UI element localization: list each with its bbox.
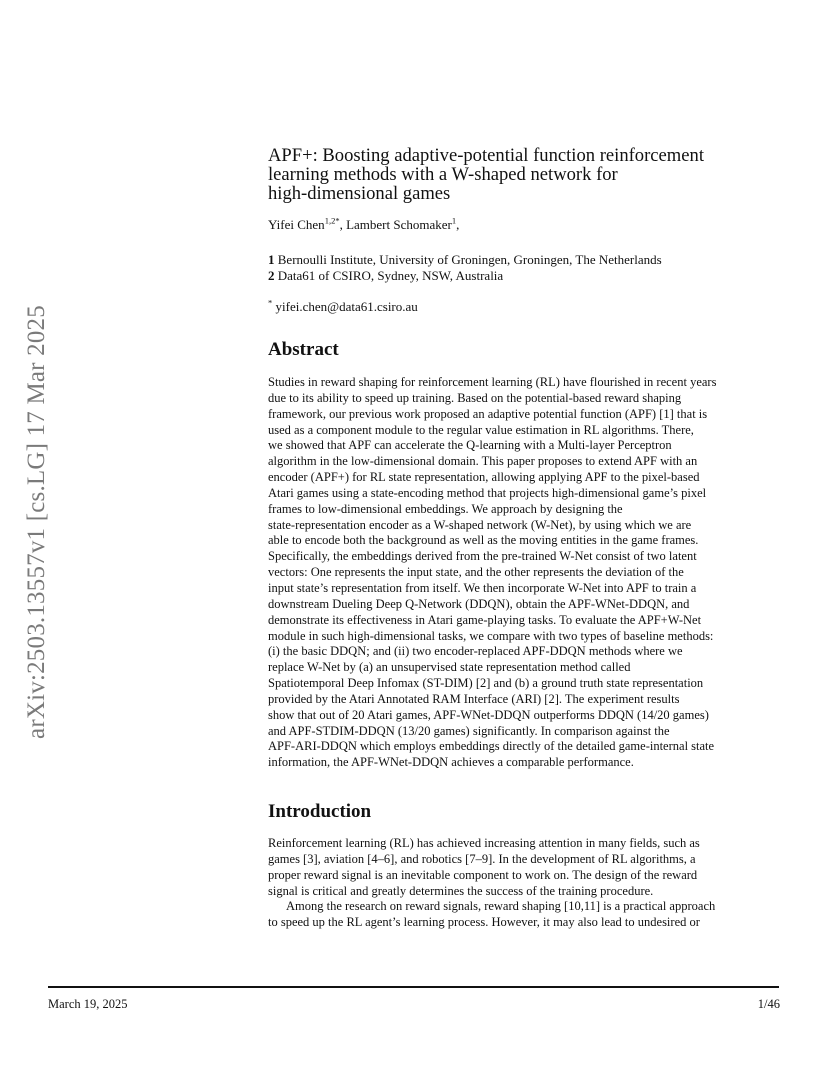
- text-line: encoder (APF+) for RL state representation, allowing applying APF to the pixel-based: [268, 470, 700, 485]
- author-trailing: ,: [456, 217, 460, 232]
- text-line: Specifically, the embeddings derived from the pre-trained W-Net consist of two latent: [268, 549, 697, 564]
- introduction-heading: Introduction: [268, 801, 372, 822]
- author-superscript: 1,2*: [324, 215, 340, 226]
- text-line: used as a component module to the regular value estimation in RL algorithms. There,: [268, 422, 694, 437]
- text-line: input state’s representation from itself. We then incorporate W-Net into APF to train a: [268, 580, 697, 595]
- text-line: show that out of 20 Atari games, APF-WNet-DDQN outperforms DDQN (14/20 games): [268, 707, 709, 722]
- affiliation-2: [268, 268, 503, 284]
- introduction-body: [268, 836, 780, 931]
- text-line: Reinforcement learning (RL) has achieved increasing attention in many fields, such as: [268, 836, 700, 850]
- affiliation-1: [268, 252, 662, 268]
- text-line: due to its ability to speed up training. Based on the potential-based reward shaping: [268, 390, 682, 405]
- author-name: Yifei Chen: [268, 217, 325, 232]
- title-line: APF+: Boosting adaptive-potential function reinforcement: [268, 145, 704, 166]
- affiliation-number: 2: [268, 268, 275, 283]
- text-line: (i) the basic DDQN; and (ii) two encoder-replaced APF-DDQN methods where we: [268, 644, 683, 659]
- text-line: demonstrate its effectiveness in Atari game-playing tasks. To evaluate the APF+W-Net: [268, 612, 702, 627]
- text-line: to speed up the RL agent’s learning process. However, it may also lead to undesired or: [268, 915, 700, 930]
- title-line: high-dimensional games: [268, 183, 451, 204]
- affiliation-text: Bernoulli Institute, University of Groningen, Groningen, The Netherlands: [277, 252, 662, 267]
- paper-title: [268, 146, 788, 203]
- text-line: provided by the Atari Annotated RAM Interface (ARI) [2]. The experiment results: [268, 691, 680, 706]
- abstract-body: [268, 375, 780, 771]
- title-line: learning methods with a W-shaped network for: [268, 164, 618, 185]
- arxiv-identifier-stamp: [18, 283, 56, 761]
- text-line: we showed that APF can accelerate the Q-learning with a Multi-layer Perceptron: [268, 438, 672, 453]
- text-line: and APF-STDIM-DDQN (13/20 games) significantly. In comparison against the: [268, 723, 670, 738]
- abstract-heading: Abstract: [268, 339, 339, 360]
- text-line: Atari games using a state-encoding method that projects high-dimensional game’s pixel: [268, 485, 707, 500]
- text-line: framework, our previous work proposed an adaptive potential function (APF) [1] that is: [268, 406, 708, 421]
- text-line: state-representation encoder as a W-shaped network (W-Net), by using which we are: [268, 517, 692, 532]
- corresponding-email: [268, 299, 418, 315]
- email-mark: *: [268, 297, 273, 308]
- email-text: yifei.chen@data61.csiro.au: [275, 299, 418, 314]
- text-line: algorithm in the low-dimensional domain. This paper proposes to extend APF with an: [268, 454, 698, 469]
- affiliation-number: 1: [268, 252, 275, 267]
- text-line: Spatiotemporal Deep Infomax (ST-DIM) [2] and (b) a ground truth state representation: [268, 676, 704, 691]
- text-line: replace W-Net by (a) an unsupervised state representation method called: [268, 660, 631, 675]
- text-line: APF-ARI-DDQN which employs embeddings directly of the detailed game-internal state: [268, 739, 715, 754]
- text-line: downstream Dueling Deep Q-Network (DDQN), obtain the APF-WNet-DDQN, and: [268, 596, 690, 611]
- author-name: Lambert Schomaker: [346, 217, 452, 232]
- text-line: proper reward signal is an inevitable component to work on. The design of the reward: [268, 867, 698, 882]
- text-line: frames to low-dimensional embeddings. We approach by designing the: [268, 501, 623, 516]
- text-line: Among the research on reward signals, reward shaping [10,11] is a practical approach: [286, 899, 716, 914]
- affiliation-text: Data61 of CSIRO, Sydney, NSW, Australia: [277, 268, 504, 283]
- text-line: able to encode both the background as well as the moving entities in the game frames.: [268, 533, 699, 548]
- text-line: vectors: One represents the input state, and the other represents the deviation of the: [268, 565, 684, 580]
- text-line: module in such high-dimensional tasks, we compare with two types of baseline methods:: [268, 628, 714, 643]
- footer-page-number: 1/46: [757, 997, 780, 1011]
- author-list: [268, 217, 459, 233]
- footer-date: March 19, 2025: [48, 997, 128, 1011]
- author-separator: ,: [339, 217, 347, 232]
- text-line: Studies in reward shaping for reinforcement learning (RL) have flourished in recent years: [268, 375, 717, 389]
- author-superscript: 1: [451, 215, 457, 226]
- text-line: signal is critical and greatly determines the success of the training procedure.: [268, 883, 654, 898]
- text-line: games [3], aviation [4–6], and robotics [7–9]. In the development of RL algorithms, a: [268, 851, 696, 866]
- text-line: information, the APF-WNet-DDQN achieves a comparable performance.: [268, 755, 634, 770]
- footer-rule: [48, 986, 779, 988]
- arxiv-identifier-text: arXiv:2503.13557v1 [cs.LG] 17 Mar 2025: [23, 305, 51, 739]
